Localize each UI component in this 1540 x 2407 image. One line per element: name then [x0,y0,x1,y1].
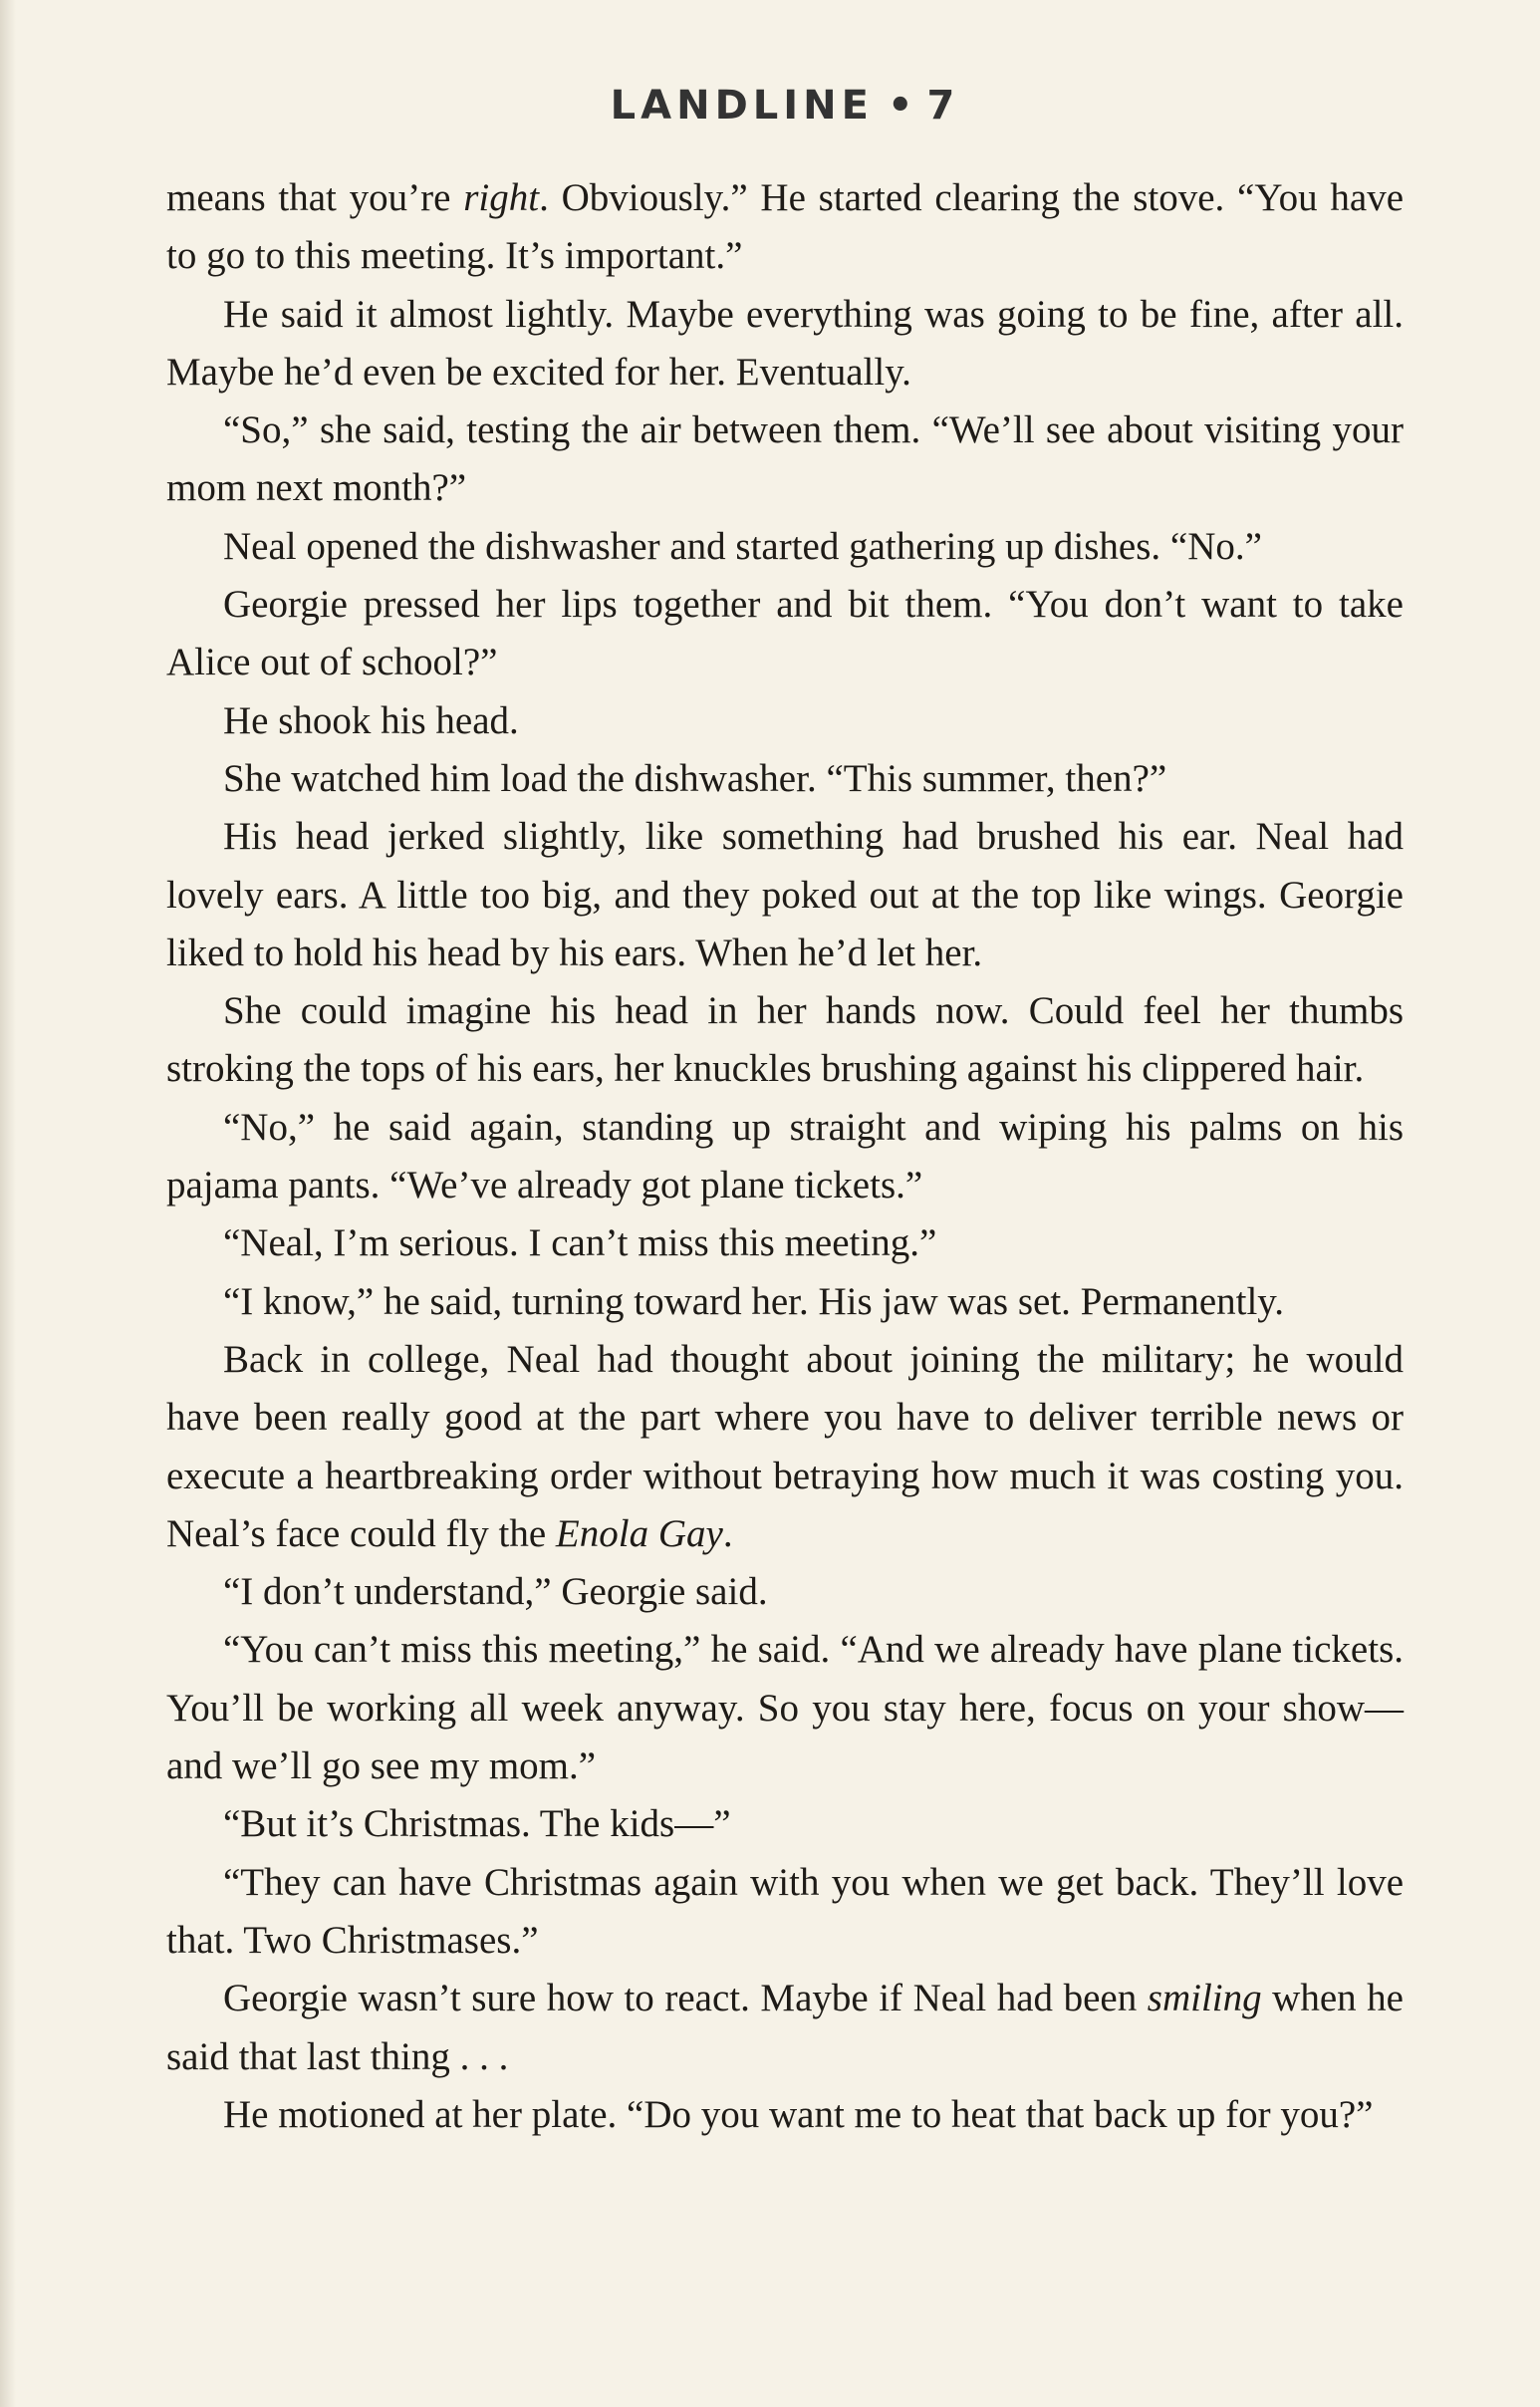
paragraph [166,1331,1404,1563]
paragraph [166,1214,1404,1272]
text-run: He shook his head. [223,698,519,742]
paragraph [166,1099,1404,1215]
paragraph [166,692,1404,750]
text-run: “But it’s Christmas. The kids—” [223,1802,731,1846]
text-run: Back in college, Neal had thought about joining the military; he would have been really good at the part where you have to deliver terrible news or execute a heartbreaking order without betraying how much it was costing you. Neal’s face could fly the [166,1337,1404,1555]
text-run: He motioned at her plate. “Do you want me to heat that back up for you?” [223,2092,1374,2136]
body-text [166,169,1404,2144]
book-page [166,70,1404,2144]
text-run: “They can have Christmas again with you when we get back. They’ll love that. Two Christmases.” [166,1860,1404,1962]
header-separator: • [887,83,913,129]
paragraph [166,808,1404,982]
paragraph [166,750,1404,808]
paragraph [166,286,1404,402]
text-run: “I don’t understand,” Georgie said. [223,1570,768,1614]
text-run: “No,” he said again, standing up straight and wiping his palms on his pajama pants. “We’ve already got plane tickets.” [166,1105,1404,1207]
paragraph [166,1970,1404,2086]
paragraph [166,982,1404,1099]
paragraph [166,169,1404,286]
text-run: “I know,” he said, turning toward her. His jaw was set. Permanently. [223,1279,1285,1323]
text-run: His head jerked slightly, like something had brushed his ear. Neal had lovely ears. A little too big, and they poked out at the top like wings. Georgie liked to hold his head by his ears. When he’d let her. [166,815,1404,974]
page-gutter-shadow [0,0,16,2407]
paragraph [166,1273,1404,1331]
paragraph [166,518,1404,576]
text-run: “So,” she said, testing the air between them. “We’ll see about visiting your mom next month?” [166,408,1404,510]
paragraph [166,576,1404,692]
italic-text: Enola Gay [555,1511,723,1555]
text-run: “You can’t miss this meeting,” he said. “And we already have plane tickets. You’ll be working all week anyway. So you stay here, focus on your show—and we’ll go see my mom.” [166,1628,1404,1788]
italic-text: right [463,176,540,219]
text-run: He said it almost lightly. Maybe everything was going to be fine, after all. Maybe he’d even be excited for her. Eventually. [166,292,1404,394]
text-run: when he said that last thing . . . [166,1977,1404,2078]
text-run: Georgie pressed her lips together and bit them. “You don’t want to take Alice out of school?” [166,583,1404,684]
book-title: LANDLINE [610,83,874,129]
italic-text: smiling [1147,1977,1262,2020]
paragraph [166,1621,1404,1795]
text-run: She watched him load the dishwasher. “This summer, then?” [223,756,1167,800]
text-run: She could imagine his head in her hands now. Could feel her thumbs stroking the tops of his ears, her knuckles brushing against his clippered hair. [166,989,1404,1091]
page-number: 7 [926,83,960,129]
text-run: . Obviously.” He started clearing the stove. “You have to go to this meeting. It’s important.” [166,176,1405,278]
paragraph [166,1563,1404,1621]
text-run: Georgie wasn’t sure how to react. Maybe if Neal had been [223,1977,1148,2020]
paragraph [166,2086,1404,2144]
running-head [166,70,1404,169]
paragraph [166,1854,1404,1971]
paragraph [166,1795,1404,1853]
text-run: “Neal, I’m serious. I can’t miss this meeting.” [223,1221,937,1265]
paragraph [166,401,1404,518]
text-run: Neal opened the dishwasher and started gathering up dishes. “No.” [223,524,1262,568]
text-run: means that you’re [166,176,464,219]
text-run: . [722,1511,733,1555]
